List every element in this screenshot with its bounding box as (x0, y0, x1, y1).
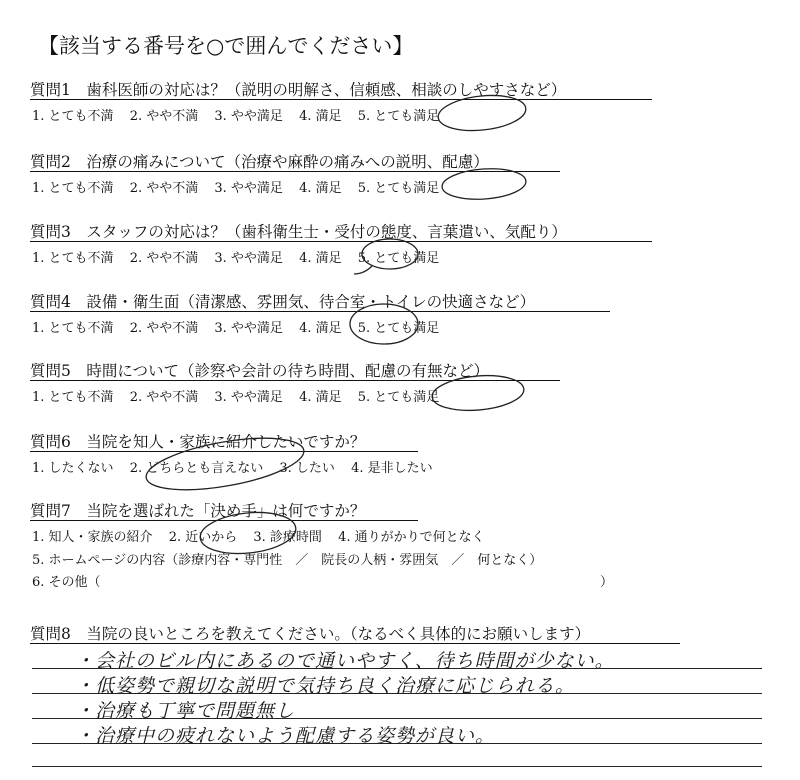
q1-option-3[interactable]: 3. やや満足 (214, 109, 283, 124)
handwritten-answer-4: ・治療中の疲れないよう配慮する姿勢が良い。 (75, 725, 496, 747)
q7-option-2[interactable]: 2. 近いから (168, 530, 238, 545)
q3-option-4[interactable]: 4. 満足 (299, 251, 342, 266)
question-5: 質問5 時間について（診察や会計の待ち時間、配慮の有無など） (30, 362, 490, 380)
q6-option-2[interactable]: 2. どちらとも言えない (129, 461, 264, 476)
q6-selection-circle (142, 428, 307, 499)
q5-option-3[interactable]: 3. やや満足 (214, 390, 283, 405)
q4-option-4[interactable]: 4. 満足 (299, 321, 342, 336)
question-4: 質問4 設備・衛生面（清潔感、雰囲気、待合室・トイレの快適さなど） (30, 293, 536, 311)
q7-option-6-close: ） (600, 575, 614, 590)
q3-option-3[interactable]: 3. やや満足 (214, 251, 283, 266)
q4-selection-circle (350, 304, 418, 344)
q5-option-4[interactable]: 4. 満足 (299, 390, 342, 405)
page-title: 【該当する番号を○で囲んでください】 (38, 34, 414, 58)
q5-selection-circle (431, 372, 526, 414)
q5-option-2[interactable]: 2. やや不満 (129, 390, 199, 405)
q1-option-2[interactable]: 2. やや不満 (129, 109, 199, 124)
q2-option-4[interactable]: 4. 満足 (299, 181, 342, 196)
q3-option-2[interactable]: 2. やや不満 (129, 251, 199, 266)
question-6: 質問6 当院を知人・家族に紹介したいですか？ (30, 433, 366, 451)
q6-option-4[interactable]: 4. 是非したい (351, 461, 433, 476)
question-2: 質問2 治療の痛みについて（治療や麻酔の痛みへの説明、配慮） (30, 153, 489, 171)
q2-option-3[interactable]: 3. やや満足 (214, 181, 283, 196)
q7-option-5[interactable]: 5. ホームページの内容（診療内容・専門性 ／ 院長の人柄・雰囲気 ／ 何となく） (32, 553, 543, 568)
q7-selection-circle (198, 508, 298, 558)
q4-option-1[interactable]: 1. とても不満 (32, 321, 114, 336)
q6-option-1[interactable]: 1. したくない (32, 461, 114, 476)
q4-option-2[interactable]: 2. やや不満 (129, 321, 199, 336)
q3-selection-tail (354, 266, 372, 274)
q7-option-6[interactable]: 6. その他（ (32, 575, 101, 590)
q5-option-5[interactable]: 5. とても満足 (357, 390, 440, 405)
q1-selection-circle (436, 91, 527, 134)
q1-option-4[interactable]: 4. 満足 (299, 109, 342, 124)
q2-option-5[interactable]: 5. とても満足 (357, 181, 440, 196)
q4-option-3[interactable]: 3. やや満足 (214, 321, 283, 336)
question-3: 質問3 スタッフの対応は？（歯科衛生士・受付の態度、言葉遣い、気配り） (30, 223, 567, 241)
q4-option-5[interactable]: 5. とても満足 (357, 321, 440, 336)
q7-option-3[interactable]: 3. 診療時間 (253, 530, 322, 545)
q2-option-1[interactable]: 1. とても不満 (32, 181, 114, 196)
handwritten-answer-1: ・会社のビル内にあるので通いやすく、待ち時間が少ない。 (75, 650, 615, 672)
q1-option-1[interactable]: 1. とても不満 (32, 109, 114, 124)
handwritten-answer-3: ・治療も丁寧で問題無し (75, 700, 296, 722)
q7-option-4[interactable]: 4. 通りがかりで何となく (338, 530, 485, 545)
q1-option-5[interactable]: 5. とても満足 (357, 109, 440, 124)
q2-option-2[interactable]: 2. やや不満 (129, 181, 199, 196)
question-8: 質問8 当院の良いところを教えてください。（なるべく具体的にお願いします） (30, 625, 591, 643)
q7-option-1[interactable]: 1. 知人・家族の紹介 (32, 530, 153, 545)
q3-option-5[interactable]: 5. とても満足 (357, 251, 440, 266)
question-7: 質問7 当院を選ばれた「決め手」は何ですか？ (30, 502, 366, 520)
q3-selection-circle (362, 239, 418, 269)
q3-option-1[interactable]: 1. とても不満 (32, 251, 114, 266)
q2-selection-circle (441, 166, 527, 202)
question-1: 質問1 歯科医師の対応は？（説明の明解さ、信頼感、相談のしやすさなど） (30, 81, 567, 99)
handwritten-answer-2: ・低姿勢で親切な説明で気持ち良く治療に応じられる。 (75, 675, 576, 697)
q5-option-1[interactable]: 1. とても不満 (32, 390, 114, 405)
q6-option-3[interactable]: 3. したい (279, 461, 335, 476)
